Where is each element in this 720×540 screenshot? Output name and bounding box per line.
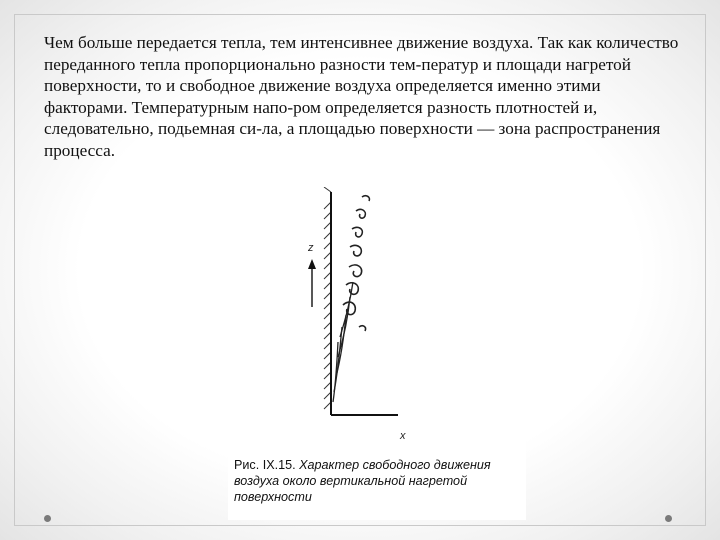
caption-number: Рис. IX.15. <box>234 458 296 472</box>
x-axis-label: x <box>400 430 406 442</box>
wall-hatching <box>324 187 331 409</box>
flow-eddies <box>343 196 369 331</box>
bottom-left-dot <box>44 515 51 522</box>
figure-illustration <box>228 187 526 520</box>
body-paragraph: Чем больше передается тепла, тем интенсивнее движение воздуха. Так как количество переданного тепла пропорционально разности тем-ператур и площади нагретой поверхности, то и свободное движение воздуха определяется именно этими факторами. Температурным напо-ром определяется разность плотностей и, следовательно, подьемная си-ла, а площадью поверхности — зона распространения процесса. <box>44 33 679 160</box>
z-axis-label: z <box>308 242 314 254</box>
caption-text: Характер свободного движения воздуха около вертикальной нагретой поверхности <box>234 458 491 504</box>
z-arrowhead <box>308 259 316 269</box>
flow-streaks <box>333 282 353 402</box>
figure-caption <box>234 457 524 505</box>
bottom-right-dot <box>665 515 672 522</box>
